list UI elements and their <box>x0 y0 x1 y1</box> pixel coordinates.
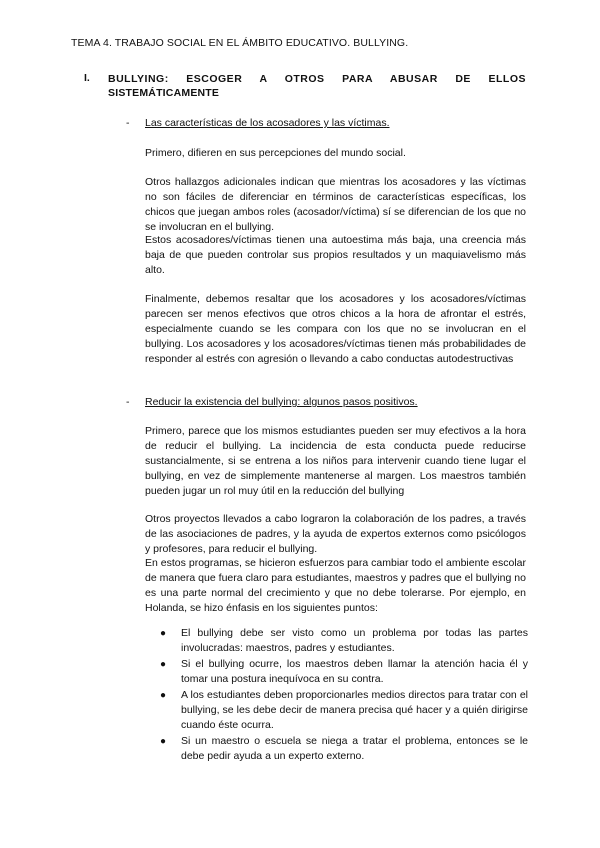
paragraph: Finalmente, debemos resaltar que los acosadores y los acosadores/víctimas parecen ser menos efectivos que otros chicos a la hora de afrontar el estrés, especialmente cuando se les compara con los que no se involucran en el bullying. Los acosadores y los acosadores/víctimas tienen más probabilidades de responder al estrés con agresión o llevando a cabo conductas autodestructivas <box>145 293 526 365</box>
list-item <box>160 734 528 764</box>
document-header: TEMA 4. TRABAJO SOCIAL EN EL ÁMBITO EDUCATIVO. BULLYING. <box>71 37 409 49</box>
bullet-icon: ● <box>160 659 167 670</box>
paragraph: Estos acosadores/víctimas tienen una autoestima más baja, una creencia más baja de que pueden controlar sus propios resultados y un maquiavelismo más alto. <box>145 234 526 276</box>
bullet-icon: ● <box>160 628 167 639</box>
section-number: I. <box>84 72 90 84</box>
list-item-text: Si el bullying ocurre, los maestros deben llamar la atención hacia él y tomar una postura inequívoca en su contra. <box>181 658 528 685</box>
paragraph: Primero, difieren en sus percepciones del mundo social. <box>145 147 406 159</box>
list-item-text: Si un maestro o escuela se niega a tratar el problema, entonces se le debe pedir ayuda a un experto externo. <box>181 735 528 762</box>
subsection-heading-reduce-bullying: Reducir la existencia del bullying: algunos pasos positivos. <box>145 396 418 408</box>
paragraph: Primero, parece que los mismos estudiantes pueden ser muy efectivos a la hora de reducir el bullying. La incidencia de esta conducta puede reducirse sustancialmente, si se entrena a los niños para intervenir cuando tiene lugar el bullying, en vez de simplemente mantenerse al margen. Los maestros también pueden jugar un rol muy útil en la reducción del bullying <box>145 425 526 497</box>
bullet-icon: ● <box>160 690 167 701</box>
paragraph: En estos programas, se hicieron esfuerzos para cambiar todo el ambiente escolar de manera que fuera claro para estudiantes, maestros y padres que el bullying no es una parte normal del crecimiento y que no debe tolerarse. Por ejemplo, en Holanda, se hizo énfasis en los siguientes puntos: <box>145 557 526 614</box>
bullet-icon: ● <box>160 736 167 747</box>
list-item <box>160 626 528 656</box>
section-title-line2: SISTEMÁTICAMENTE <box>108 87 220 99</box>
list-item <box>160 688 528 733</box>
section-title-line1: BULLYING: ESCOGER A OTROS PARA ABUSAR DE ELLOS <box>108 73 526 85</box>
subsection-dash: - <box>126 117 130 129</box>
subsection-dash: - <box>126 396 130 408</box>
list-item-text: El bullying debe ser visto como un problema por todas las partes involucradas: maestros, padres y estudiantes. <box>181 627 528 654</box>
section-title <box>108 72 526 100</box>
bullet-list <box>160 626 528 765</box>
paragraph: Otros proyectos llevados a cabo lograron la colaboración de los padres, a través de las asociaciones de padres, y la ayuda de expertos externos como psicólogos y profesores, para reducir el bullying. <box>145 513 526 555</box>
paragraph: Otros hallazgos adicionales indican que mientras los acosadores y las víctimas no son fáciles de diferenciar en términos de características específicas, los chicos que juegan ambos roles (acosador/víctima) sí se diferencian de los que no se involucran en el bullying. <box>145 176 526 233</box>
list-item <box>160 657 528 687</box>
subsection-heading-characteristics: Las características de los acosadores y las víctimas. <box>145 117 390 129</box>
list-item-text: A los estudiantes deben proporcionarles medios directos para tratar con el bullying, se les debe decir de manera precisa qué hacer y a quién dirigirse cuando éste ocurra. <box>181 689 528 731</box>
